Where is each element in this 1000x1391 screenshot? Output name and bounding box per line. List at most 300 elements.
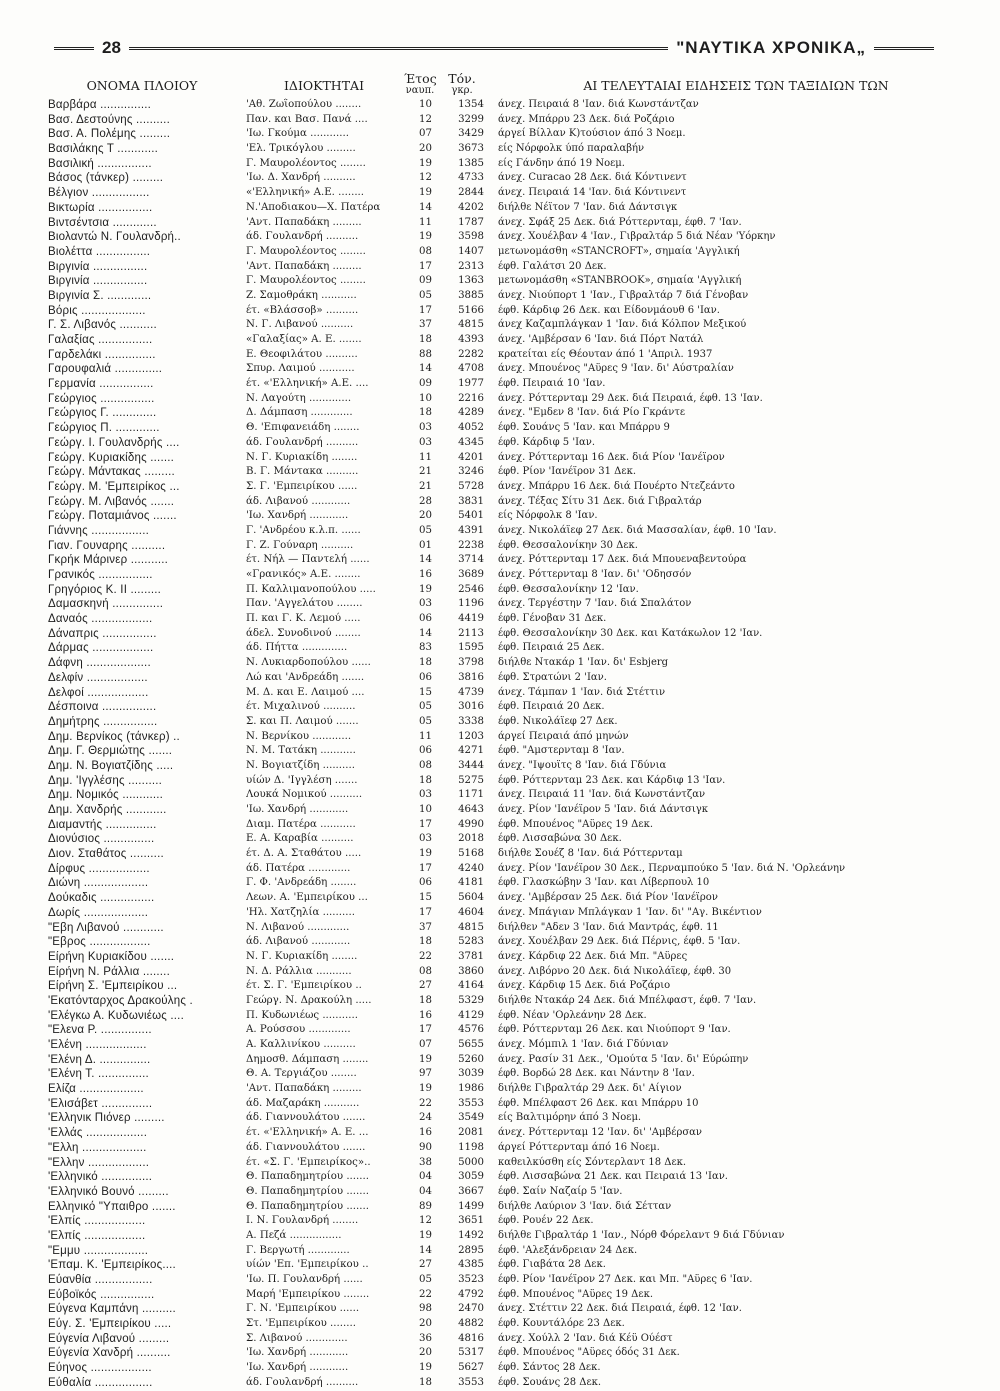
tonnage-cell: 4164 — [458, 980, 484, 992]
tonnage-cell: 3039 — [458, 1068, 484, 1080]
ship-name-cell: Δίρφυς .................. — [48, 862, 150, 875]
col-header-tonnage-line2: γκρ. — [451, 85, 473, 96]
voyage-news-cell: άνεχ. Μπάρρυ 23 Δεκ. διά Ροζάριο — [498, 113, 675, 125]
year-built-cell: 16 — [419, 1127, 432, 1139]
voyage-news-cell: άνεχ. Ρίον 'Ιανέϊρον 30 Δεκ., Περναμπούκο 5 'Ιαν. διά Ν. 'Ορλεάνην — [498, 862, 846, 874]
ship-name-cell: 'Εκατόνταρχος Δρακούλης . — [48, 994, 193, 1007]
tonnage-cell: 1492 — [458, 1229, 484, 1241]
ship-name-cell: 'Ελληνικ Πιόνερ ......... — [48, 1112, 165, 1125]
tonnage-cell: 4240 — [458, 862, 484, 874]
tonnage-cell: 3689 — [458, 569, 484, 580]
owner-cell: άδ. Γιαννουλάτου ....... — [246, 1141, 366, 1153]
year-built-cell: 22 — [419, 950, 432, 962]
tonnage-cell: 4385 — [458, 1259, 484, 1271]
table-row — [0, 1170, 1000, 1185]
table-row — [0, 362, 1000, 377]
owner-cell: έτ. «Σ. Γ. 'Εμπειρίκος».. — [246, 1156, 371, 1168]
voyage-news-cell: άνεχ. Ρίον 'Ιανέϊρον 5 'Ιαν. διά Δάντσιγκ — [498, 804, 709, 815]
ship-name-cell: 'Ελπίς .................. — [48, 1215, 146, 1228]
tonnage-cell: 4391 — [458, 524, 484, 536]
year-built-cell: 17 — [419, 906, 432, 918]
header-rule-middle — [129, 47, 668, 50]
voyage-news-cell: έφθ. Πειραιά 20 Δεκ. — [498, 701, 605, 713]
ship-name-cell: Δωρίς ................... — [48, 906, 149, 919]
tonnage-cell: 5000 — [458, 1156, 484, 1168]
owner-cell: άδ. Μαζαράκη ........... — [246, 1097, 360, 1109]
ship-name-cell: Γκρήκ Μάρινερ ........... — [48, 554, 169, 567]
year-built-cell: 15 — [419, 892, 432, 904]
owner-cell: Σπυρ. Λαιμού ........... — [246, 363, 355, 375]
year-built-cell: 19 — [419, 1083, 432, 1095]
magazine-title: "ΝΑΥΤΙΚΑ ΧΡΟΝΙΚΑ„ — [676, 38, 866, 57]
voyage-news-cell: διήλθε Ντακάρ 24 Δεκ. διά Μπέλφαστ, έφθ. 7 'Ιαν. — [498, 994, 757, 1006]
ship-name-cell: Γεώργιος Γ. ............. — [48, 407, 157, 420]
year-built-cell: 09 — [419, 378, 432, 390]
tonnage-cell: 2282 — [458, 348, 484, 360]
table-row — [0, 891, 1000, 906]
year-built-cell: 04 — [419, 1185, 432, 1197]
voyage-news-cell: άνεχ. Μπουένος "Αϋρες 9 'Ιαν. δι' Αύστραλίαν — [498, 363, 734, 375]
year-built-cell: 98 — [419, 1303, 432, 1315]
owner-cell: Σ. και Π. Λαιμού ....... — [246, 715, 359, 727]
tonnage-cell: 3667 — [458, 1185, 484, 1197]
voyage-news-cell: μετωνομάσθη «STANCROFT», σημαία 'Αγγλική — [498, 245, 740, 257]
ship-name-cell: Δελφίν .................. — [48, 671, 148, 684]
owner-cell: έτ. «'Ελληνική» Α.Ε. .... — [246, 378, 369, 390]
voyage-news-cell: έφθ. Μπουένος "Αϋρες όδός 31 Δεκ. — [498, 1347, 680, 1359]
owner-cell: 'Ιω. Χανδρή ............ — [246, 804, 349, 815]
tonnage-cell: 5401 — [458, 510, 484, 522]
tonnage-cell: 3651 — [458, 1215, 484, 1227]
ship-name-cell: Δάναπρις ................ — [48, 627, 157, 640]
tonnage-cell: 5604 — [458, 892, 484, 904]
voyage-news-cell: έφθ. Γαλάτσι 20 Δεκ. — [498, 260, 607, 272]
voyage-news-cell: έφθ. Ρόττερνταμ 26 Δεκ. και Νιούπορτ 9 'Ιαν. — [498, 1024, 731, 1036]
tonnage-cell: 4271 — [458, 745, 484, 757]
year-built-cell: 12 — [419, 113, 432, 125]
owner-cell: Θ. Παπαδημητρίου ....... — [246, 1185, 369, 1197]
table-row — [0, 333, 1000, 348]
owner-cell: Π. και Γ. Κ. Λεμού ..... — [246, 613, 361, 625]
owner-cell: Ν.'Αποδιακου—Χ. Πατέρα — [246, 201, 381, 213]
year-built-cell: 14 — [419, 1244, 432, 1256]
ship-name-cell: Βασιλάκης Τ ............ — [48, 143, 159, 156]
owner-cell: Λεων. Α. 'Εμπειρίκου ... — [246, 892, 368, 904]
table-row — [0, 348, 1000, 363]
table-row — [0, 318, 1000, 333]
year-built-cell: 16 — [419, 1009, 432, 1021]
table-row — [0, 906, 1000, 921]
voyage-news-cell: άνεχ. Στέττιν 22 Δεκ. διά Πειραιά, έφθ. 12 'Ιαν. — [498, 1303, 742, 1315]
voyage-news-cell: έφθ. Νικολάϊεφ 27 Δεκ. — [498, 715, 618, 727]
year-built-cell: 08 — [419, 759, 432, 771]
tonnage-cell: 4792 — [458, 1288, 484, 1300]
ship-name-cell: Γεώργ. Κυριακίδης ....... — [48, 451, 175, 464]
ship-name-cell: Δημ. Γ. Θερμιώτης ....... — [48, 745, 173, 758]
ship-name-cell: Είρήνη Σ. 'Εμπειρίκου ... — [48, 980, 178, 993]
owner-cell: άδ. Γιαννουλάτου ....... — [246, 1112, 366, 1124]
voyage-news-cell: έφθ. Θεσσαλονίκην 30 Δεκ. — [498, 539, 638, 551]
tonnage-cell: 2216 — [458, 392, 484, 404]
tonnage-cell: 4643 — [458, 804, 484, 815]
owner-cell: έτ. «'Ελληνική» Α. Ε. ... — [246, 1127, 369, 1139]
table-row — [0, 715, 1000, 730]
voyage-news-cell: είς Βαλτιμόρην άπό 3 Νοεμ. — [498, 1112, 642, 1124]
year-built-cell: 12 — [419, 1215, 432, 1227]
owner-cell: άδ. Λιβανού ............ — [246, 936, 351, 948]
col-header-tonnage-line1: Τόν. — [448, 71, 476, 86]
voyage-news-cell: άργεί Πειραιά άπό μηνών — [498, 730, 629, 742]
tonnage-cell: 4181 — [458, 877, 484, 889]
table-row — [0, 1038, 1000, 1053]
year-built-cell: 18 — [419, 1376, 432, 1388]
tonnage-cell: 4345 — [458, 436, 484, 448]
year-built-cell: 19 — [419, 231, 432, 243]
ship-name-cell: 'Ελλάς .................. — [48, 1127, 148, 1140]
year-built-cell: 05 — [419, 524, 432, 536]
tonnage-cell: 4990 — [458, 818, 484, 830]
tonnage-cell: 1407 — [458, 245, 484, 257]
owner-cell: Γ. Ν. 'Εμπειρίκου ...... — [246, 1303, 360, 1315]
ship-name-cell: Εύγενα Καμπάνη .......... — [48, 1303, 176, 1316]
owner-cell: Λώ και 'Ανδρεάδη ....... — [246, 671, 365, 683]
year-built-cell: 21 — [419, 466, 432, 478]
voyage-news-cell: διήλθεν "Αδεν 3 'Ιαν. διά Μαντράς, έφθ. 11 — [498, 921, 719, 933]
tonnage-cell: 1787 — [458, 216, 484, 228]
year-built-cell: 89 — [419, 1200, 432, 1212]
owner-cell: Γεώργ. Ν. Δρακούλη ..... — [246, 994, 372, 1006]
tonnage-cell: 1595 — [458, 642, 484, 654]
ship-name-cell: Βασ. Δεστούνης .......... — [48, 113, 170, 126]
voyage-news-cell: άνεχ. Τεργέστην 7 'Ιαν. διά Σπαλάτον — [498, 598, 692, 610]
ship-name-cell: Βασ. Α. Πολέμης ......... — [48, 128, 171, 141]
ship-name-cell: Δούκαδις ................ — [48, 892, 155, 905]
tonnage-cell: 5168 — [458, 848, 484, 860]
col-header-year — [404, 72, 436, 97]
owner-cell: Γ. Μαυρολέοντος ........ — [246, 275, 366, 287]
year-built-cell: 14 — [419, 627, 432, 639]
owner-cell: Ν. Γ. Κυριακίδη ........ — [246, 451, 358, 463]
ship-name-cell: 'Ελπίς .................. — [48, 1229, 146, 1242]
ship-name-cell: Εύβοϊκός ................ — [48, 1288, 155, 1301]
voyage-news-cell: έφθ. Γιαβάτα 28 Δεκ. — [498, 1259, 606, 1271]
voyage-news-cell: άνεχ. Ρόττερνταμ 16 Δεκ. διά Ρίον 'Ιανέϊρον — [498, 451, 725, 463]
ship-name-cell: Ελληνικό "Υπαιθρο ....... — [48, 1200, 176, 1213]
owner-cell: Ν. Βερνίκου ............ — [246, 730, 352, 742]
year-built-cell: 07 — [419, 1039, 432, 1050]
voyage-news-cell: έφθ. Σουάνς 5 'Ιαν. και Μπάρρυ 9 — [498, 422, 670, 434]
voyage-news-cell: έφθ. Ρίον 'Ιανέϊρον 27 Δεκ. και Μπ. "Αϋρες 6 'Ιαν. — [498, 1274, 753, 1285]
ship-name-cell: Βάσος (τάνκερ) ......... — [48, 172, 164, 185]
owner-cell: Διαμ. Πατέρα ........... — [246, 818, 356, 830]
owner-cell: Γ. Ζ. Γούναρη .......... — [246, 539, 354, 551]
table-row — [0, 1067, 1000, 1082]
page-number: 28 — [102, 38, 121, 57]
table-row — [0, 641, 1000, 656]
owner-cell: Γ. 'Ανδρέου κ.λ.π. ...... — [246, 524, 361, 536]
table-row — [0, 656, 1000, 671]
table-row — [0, 1126, 1000, 1141]
owner-cell: άδ. Πήττα .............. — [246, 642, 348, 654]
owner-cell: Λουκά Νομικού .......... — [246, 789, 363, 801]
table-row — [0, 216, 1000, 231]
table-row — [0, 774, 1000, 789]
tonnage-cell: 1385 — [458, 157, 484, 169]
year-built-cell: 19 — [419, 1229, 432, 1241]
year-built-cell: 03 — [419, 833, 432, 845]
voyage-news-cell: διήλθε Λαύριον 3 'Ιαν. διά Σέτταν — [498, 1200, 672, 1212]
owner-cell: υίών 'Επ. 'Εμπειρίκου .. — [246, 1259, 369, 1271]
owner-cell: Σ. Γ. 'Εμπειρίκου ...... — [246, 480, 358, 492]
table-row — [0, 862, 1000, 877]
tonnage-cell: 3781 — [458, 950, 484, 962]
year-built-cell: 17 — [419, 1024, 432, 1036]
owner-cell: 'Αθ. Ζωΐοπούλου ........ — [246, 99, 362, 110]
voyage-news-cell: άνεχ. Χουέλβαν 29 Δεκ. διά Πέρνις, έφθ. 5 'Ιαν. — [498, 936, 741, 948]
owner-cell: Ν. Λαγούτη ............. — [246, 392, 352, 404]
ship-name-cell: "Ελλη ................... — [48, 1141, 147, 1154]
voyage-news-cell: άνεχ. Νιούπορτ 1 'Ιαν., Γιβραλτάρ 7 διά Γένοβαν — [498, 289, 749, 301]
ship-name-cell: Γεώργ. Μ. 'Εμπειρίκος ... — [48, 480, 180, 493]
owner-cell: Γ. Μαυρολέοντος ........ — [246, 157, 366, 169]
year-built-cell: 90 — [419, 1141, 432, 1153]
ship-name-cell: Γιάννης ................. — [48, 524, 149, 537]
voyage-news-cell: άργεί Ρόττερνταμ άπό 16 Νοεμ. — [498, 1141, 660, 1153]
voyage-news-cell: έφθ. Πειραιά 25 Δεκ. — [498, 642, 605, 654]
ship-name-cell: Είρήνη Ν. Ράλλια ........ — [48, 965, 170, 978]
owner-cell: έτ. Νήλ — Παντελή ...... — [246, 554, 370, 566]
tonnage-cell: 1196 — [458, 598, 484, 610]
year-built-cell: 19 — [419, 583, 432, 595]
year-built-cell: 20 — [419, 1318, 432, 1330]
page-header — [54, 36, 934, 60]
voyage-news-cell: άνεχ. Λιβόρνο 20 Δεκ. διά Νικολάϊεφ, έφθ. 30 — [498, 965, 732, 977]
year-built-cell: 08 — [419, 965, 432, 977]
owner-cell: Ε. Α. Καραβία .......... — [246, 833, 354, 845]
table-row — [0, 1346, 1000, 1361]
table-row — [0, 1111, 1000, 1126]
year-built-cell: 06 — [419, 671, 432, 683]
table-row — [0, 876, 1000, 891]
owner-cell: Ν. Λιβανού ............. — [246, 921, 350, 933]
table-row — [0, 186, 1000, 201]
owner-cell: 'Ιω. Χανδρή ............ — [246, 1347, 349, 1359]
owner-cell: άδ. Γουλανδρή .......... — [246, 1376, 359, 1388]
voyage-news-cell: άνεχ. Μπάγιαν Μπλάγκαν 1 'Ιαν. δι' "Αγ. Βικέντιον — [498, 906, 762, 918]
table-row — [0, 230, 1000, 245]
owner-cell: άδ. Γουλανδρή .......... — [246, 436, 359, 448]
year-built-cell: 11 — [419, 730, 432, 742]
ship-name-cell: Δελφοί .................. — [48, 686, 149, 699]
year-built-cell: 18 — [419, 774, 432, 786]
year-built-cell: 08 — [419, 245, 432, 257]
voyage-news-cell: έφθ. Ρίον 'Ιανέϊρον 31 Δεκ. — [498, 466, 637, 478]
ship-name-cell: Εύηνος .................. — [48, 1362, 152, 1375]
ship-name-cell: Διονύσιος ............... — [48, 833, 155, 846]
year-built-cell: 19 — [419, 157, 432, 169]
owner-cell: Δ. Δάμπαση ............. — [246, 407, 353, 419]
year-built-cell: 24 — [419, 1112, 432, 1124]
tonnage-cell: 3798 — [458, 657, 484, 669]
owner-cell: Α. Ρούσσου ............. — [246, 1024, 351, 1036]
year-built-cell: 03 — [419, 436, 432, 448]
table-row — [0, 1244, 1000, 1259]
table-row — [0, 127, 1000, 142]
year-built-cell: 06 — [419, 613, 432, 625]
ship-name-cell: Εύγ. Σ. 'Εμπειρίκου ..... — [48, 1318, 172, 1331]
ship-name-cell: Δάφνη ................... — [48, 657, 151, 670]
year-built-cell: 83 — [419, 642, 432, 654]
voyage-news-cell: έφθ. "Αμστερνταμ 8 'Ιαν. — [498, 745, 625, 757]
ship-table — [0, 98, 1000, 1391]
voyage-news-cell: έφθ. Σαίν Ναζαίρ 5 'Ιαν. — [498, 1185, 623, 1197]
tonnage-cell: 4739 — [458, 686, 484, 698]
ship-name-cell: Βόρις ................... — [48, 304, 146, 317]
tonnage-cell: 2018 — [458, 833, 484, 845]
ship-name-cell: Βασιλική ................ — [48, 157, 152, 170]
ship-name-cell: Γεώργιος ................ — [48, 392, 155, 405]
ship-name-cell: Διον. Σταθάτος .......... — [48, 848, 164, 861]
voyage-news-cell: άνεχ. Χουέλβαν 4 'Ιαν., Γιβραλτάρ 5 διά Νέαν 'Υόρκην — [498, 231, 776, 243]
owner-cell: άδελ. Συνοδινού ........ — [246, 627, 361, 639]
table-row — [0, 686, 1000, 701]
year-built-cell: 17 — [419, 304, 432, 316]
year-built-cell: 05 — [419, 289, 432, 301]
owner-cell: Π. Καλλιμανοπούλου ..... — [246, 583, 376, 595]
ship-name-cell: Δημ. Βερνίκος (τάνκερ) .. — [48, 730, 180, 743]
owner-cell: έτ. Σ. Γ. 'Εμπειρίκου .. — [246, 980, 362, 992]
ship-name-cell: Εύγενία Λιβανού ......... — [48, 1332, 170, 1345]
ship-name-cell: "Εμμυ ................... — [48, 1244, 149, 1257]
tonnage-cell: 1986 — [458, 1083, 484, 1095]
year-built-cell: 19 — [419, 187, 432, 199]
table-row — [0, 495, 1000, 510]
owner-cell: Β. Γ. Μάντακα .......... — [246, 466, 359, 478]
ship-name-cell: Γρανικός ................ — [48, 569, 153, 581]
year-built-cell: 05 — [419, 1274, 432, 1285]
tonnage-cell: 4393 — [458, 334, 484, 345]
year-built-cell: 38 — [419, 1156, 432, 1168]
owner-cell: Ν. Βογιατζίδη .......... — [246, 759, 355, 771]
tonnage-cell: 4882 — [458, 1318, 484, 1330]
ship-name-cell: Βικτωρία ................ — [48, 201, 153, 214]
voyage-news-cell: έφθ. Θεσσαλονίκην 30 Δεκ. και Κατάκωλον 12 'Ιαν. — [498, 627, 763, 639]
voyage-news-cell: άνεχ. Κάρδιφ 22 Δεκ. διά Μπ. "Αϋρες — [498, 950, 688, 962]
col-header-news: ΑΙ ΤΕΛΕΥΤΑΙΑΙ ΕΙΔΗΣΕΙΣ ΤΩΝ ΤΑΞΙΔΙΩΝ ΤΩΝ — [583, 78, 889, 93]
voyage-news-cell: είς Νόρφολκ 8 'Ιαν. — [498, 510, 598, 522]
voyage-news-cell: άνεχ. Ρασίν 31 Δεκ., 'Ομούτα 5 'Ιαν. δι' Εύρώπην — [498, 1053, 749, 1065]
table-row — [0, 1376, 1000, 1391]
tonnage-cell: 3444 — [458, 759, 484, 771]
ship-name-cell: Βιργινία ................ — [48, 275, 148, 288]
voyage-news-cell: άνεχ. 'Αμβέρσαν 6 'Ιαν. διά Πόρτ Νατάλ — [498, 334, 704, 345]
ship-name-cell: Είρήνη Κυριακίδου ....... — [48, 950, 175, 963]
ship-name-cell: Γερμανία ................ — [48, 378, 154, 391]
year-built-cell: 20 — [419, 1347, 432, 1359]
table-row — [0, 803, 1000, 818]
tonnage-cell: 3598 — [458, 231, 484, 243]
year-built-cell: 18 — [419, 994, 432, 1006]
ship-name-cell: 'Ελληνικό Βουνό ......... — [48, 1185, 169, 1198]
voyage-news-cell: διήλθε Νέϊτον 7 'Ιαν. διά Δάντσιγκ — [498, 201, 678, 213]
table-row — [0, 451, 1000, 466]
tonnage-cell: 3860 — [458, 965, 484, 977]
tonnage-cell: 1354 — [458, 99, 484, 110]
tonnage-cell: 4733 — [458, 172, 484, 184]
year-built-cell: 17 — [419, 260, 432, 272]
table-row — [0, 1361, 1000, 1376]
ship-name-cell: Γεώργ. Ι. Γουλανδρής .... — [48, 436, 180, 449]
ship-name-cell: Δημήτρης ................ — [48, 715, 158, 728]
ship-name-cell: Γεώργ. Ποταμιάνος ....... — [48, 510, 177, 523]
table-row — [0, 553, 1000, 568]
voyage-news-cell: άνεχ. Τάμπαν 1 'Ιαν. διά Στέττιν — [498, 686, 666, 698]
owner-cell: Γ. Φ. 'Ανδρεάδη ........ — [246, 877, 357, 889]
tonnage-cell: 2546 — [458, 583, 484, 595]
year-built-cell: 27 — [419, 980, 432, 992]
tonnage-cell: 3299 — [458, 113, 484, 125]
ship-name-cell: Δημ. Νομικός ............ — [48, 789, 164, 802]
voyage-news-cell: έφθ. Πειραιά 10 'Ιαν. — [498, 378, 606, 390]
tonnage-cell: 4604 — [458, 906, 484, 918]
table-row — [0, 950, 1000, 965]
owner-cell: Ν. Γ. Κυριακίδη ........ — [246, 950, 358, 962]
tonnage-cell: 5728 — [458, 480, 484, 492]
voyage-news-cell: άνεχ. Σφάξ 25 Δεκ. διά Ρόττερνταμ, έφθ. 7 'Ιαν. — [498, 216, 742, 228]
tonnage-cell: 2081 — [458, 1127, 484, 1139]
table-row — [0, 539, 1000, 554]
tonnage-cell: 4289 — [458, 407, 484, 419]
table-row — [0, 1317, 1000, 1332]
table-row — [0, 1302, 1000, 1317]
table-row — [0, 1082, 1000, 1097]
year-built-cell: 04 — [419, 1171, 432, 1183]
owner-cell: Μαρή 'Εμπειρίκου ........ — [246, 1288, 370, 1300]
year-built-cell: 10 — [419, 804, 432, 815]
year-built-cell: 21 — [419, 480, 432, 492]
ship-name-cell: Δημ. Ν. Βογιατζίδης ..... — [48, 759, 174, 772]
table-row — [0, 171, 1000, 186]
ship-name-cell: Γιαν. Γουναρης .......... — [48, 539, 166, 552]
year-built-cell: 18 — [419, 334, 432, 345]
tonnage-cell: 4201 — [458, 451, 484, 463]
tonnage-cell: 4202 — [458, 201, 484, 213]
table-row — [0, 509, 1000, 524]
year-built-cell: 03 — [419, 598, 432, 610]
year-built-cell: 17 — [419, 862, 432, 874]
owner-cell: έτ. Μιχαλινού .......... — [246, 701, 356, 713]
table-row — [0, 1214, 1000, 1229]
owner-cell: Παν. και Βασ. Πανά .... — [246, 113, 368, 125]
table-row — [0, 965, 1000, 980]
tonnage-cell: 1203 — [458, 730, 484, 742]
col-header-year-line2: ναυπ. — [405, 85, 435, 96]
table-row — [0, 1258, 1000, 1273]
table-row — [0, 304, 1000, 319]
owner-cell: Ν. Δ. Ράλλια ........... — [246, 965, 352, 977]
owner-cell: Ζ. Σαμοθράκη ........... — [246, 289, 357, 301]
tonnage-cell: 3059 — [458, 1171, 484, 1183]
year-built-cell: 20 — [419, 143, 432, 155]
year-built-cell: 97 — [419, 1068, 432, 1080]
year-built-cell: 03 — [419, 422, 432, 434]
owner-cell: Π. Κυδωνιέως ........... — [246, 1009, 358, 1021]
voyage-news-cell: άνεχ. Πειραιά 14 'Ιαν. διά Κόντινεντ — [498, 187, 687, 199]
tonnage-cell: 2895 — [458, 1244, 484, 1256]
year-built-cell: 14 — [419, 554, 432, 566]
ship-name-cell: "Ελλην .................. — [48, 1156, 150, 1169]
voyage-news-cell: κρατείται είς Θέουταν άπό 1 'Απριλ. 1937 — [498, 348, 713, 360]
